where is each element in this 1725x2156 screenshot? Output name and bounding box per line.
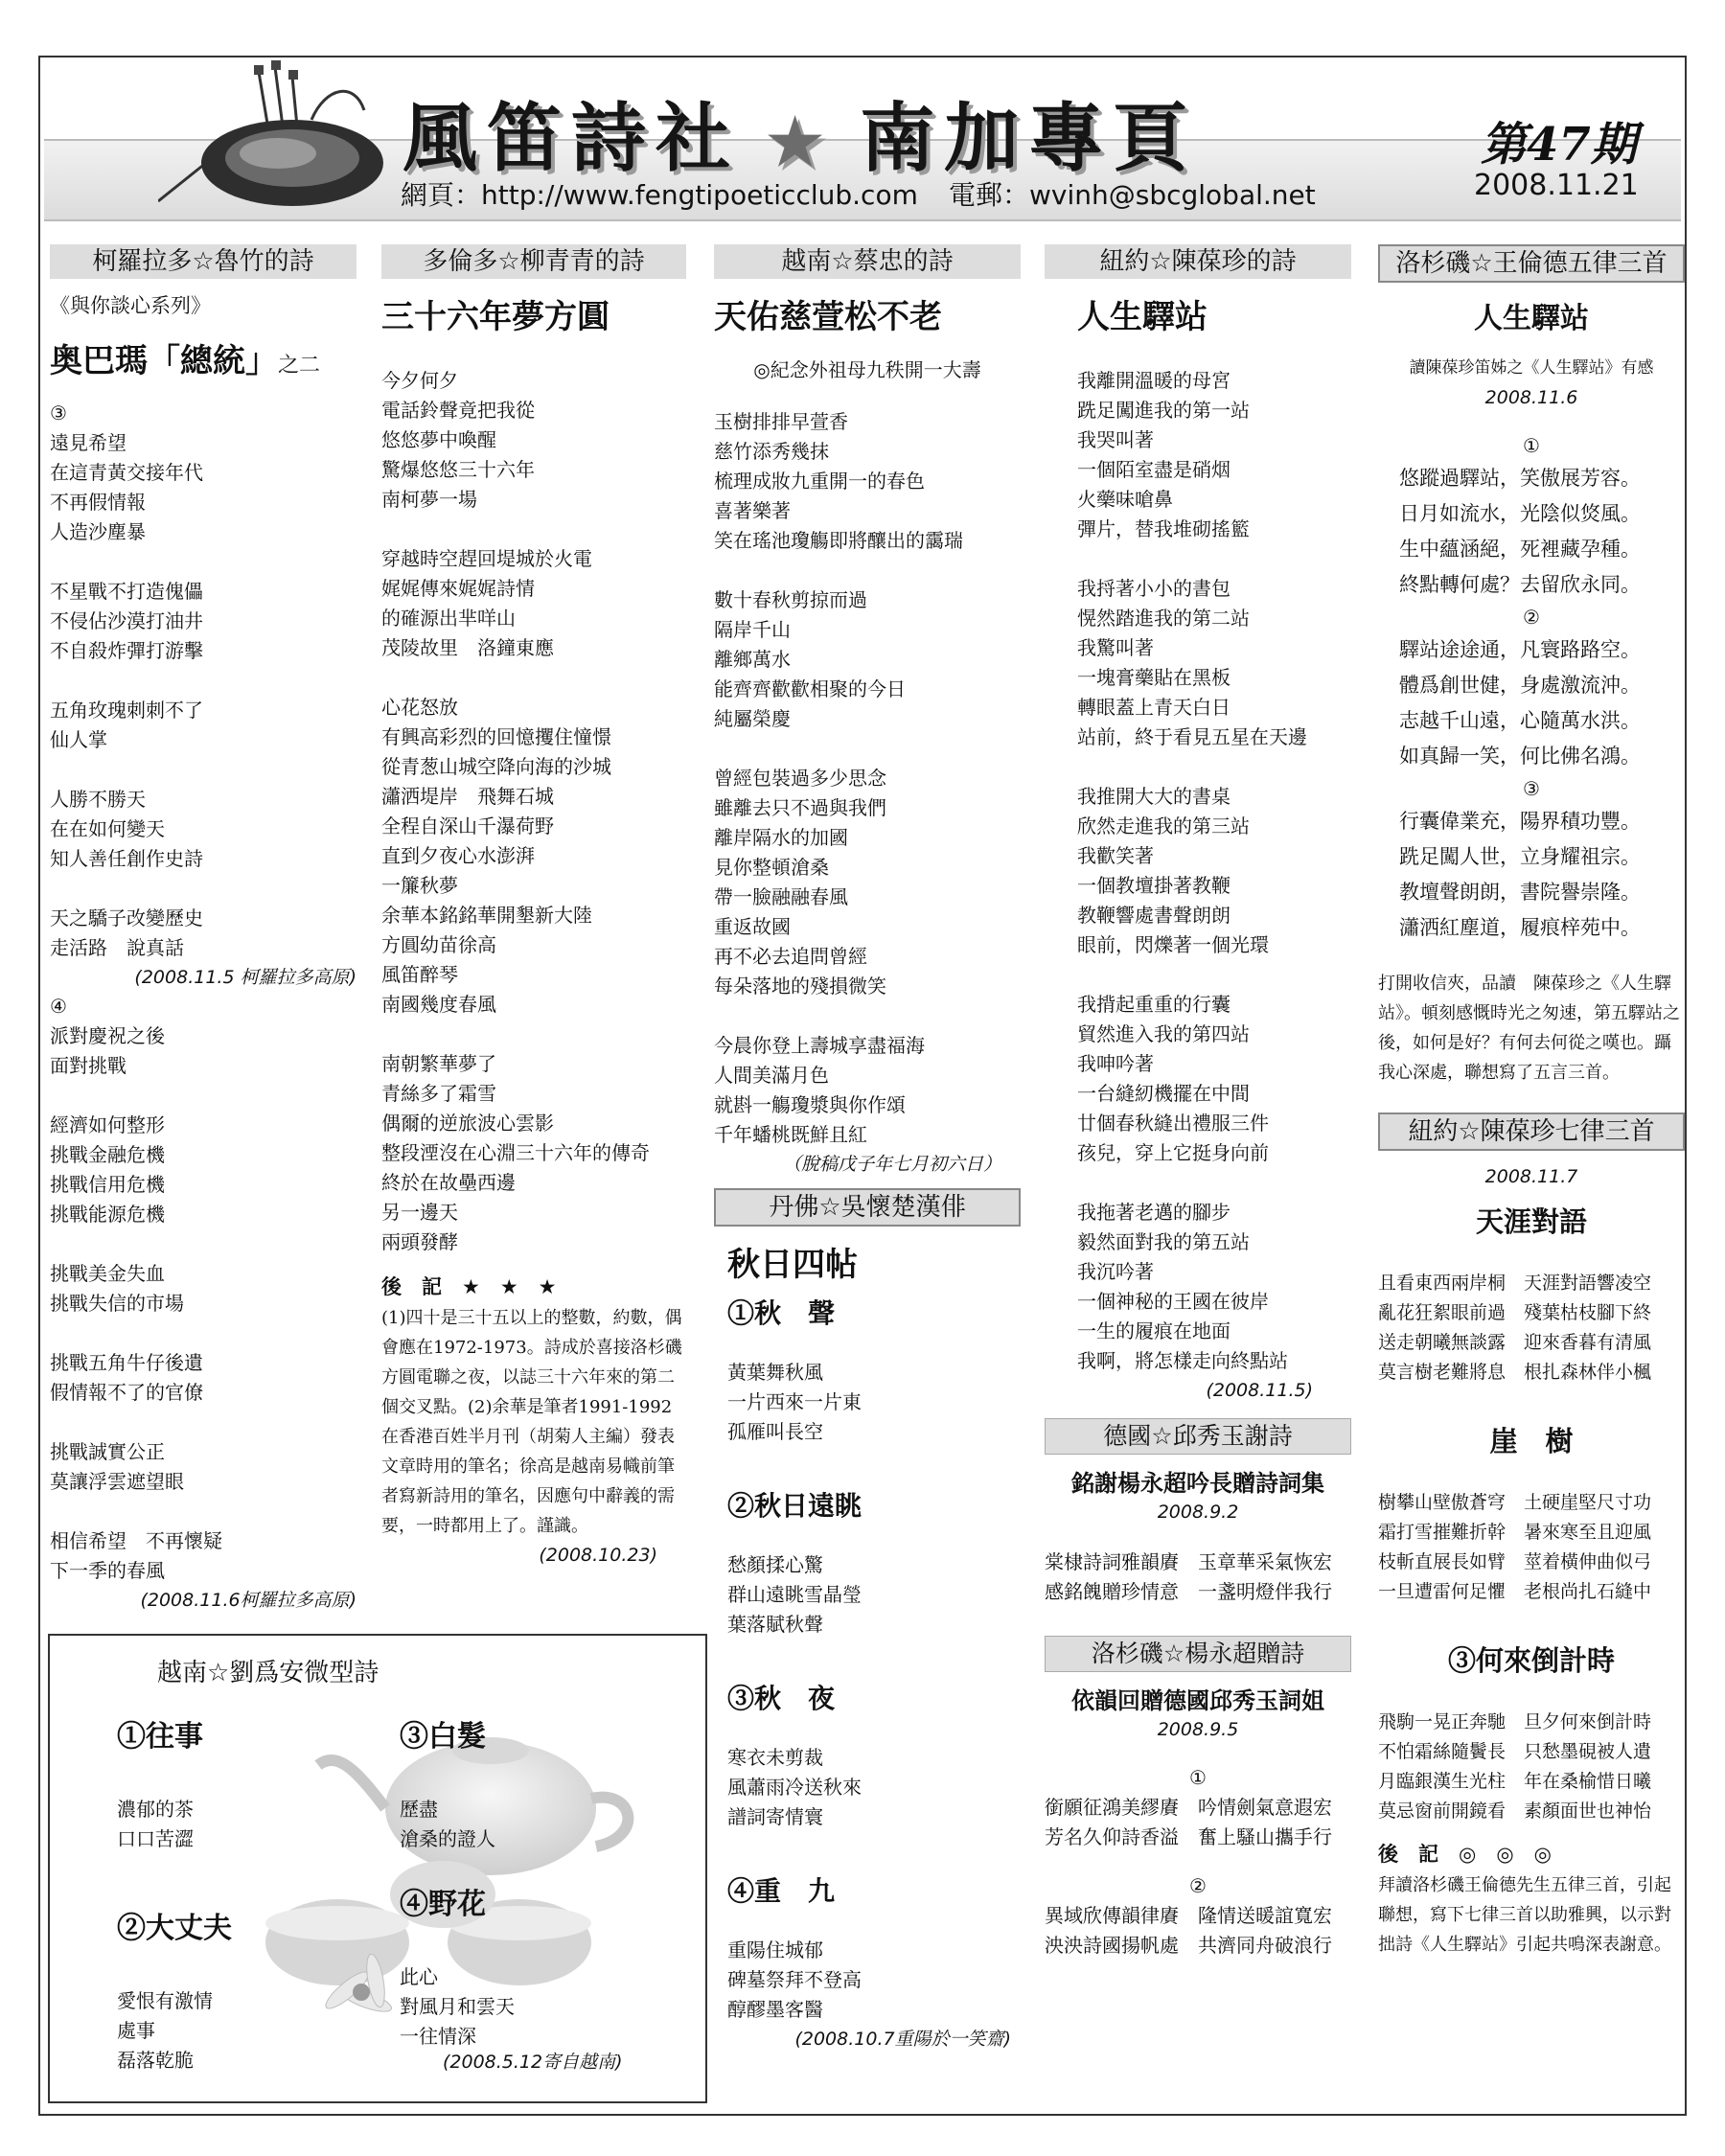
poem-lines-2	[1378, 632, 1685, 774]
micro-poem	[117, 1712, 203, 1854]
poem-line: 離岸隔水的加國	[714, 826, 848, 849]
poem-line: 相信希望 不再懷疑	[50, 1529, 222, 1552]
poem-line: 不星戰不打造傀儡	[50, 580, 203, 603]
haiku-title: ②秋日遠眺	[727, 1490, 862, 1522]
poem-line	[714, 1001, 1021, 1031]
poem-subtitle: ◎紀念外祖母九秩開一大壽	[753, 358, 981, 381]
poem-title: 依韻回贈德國邱秀玉詞姐	[1071, 1686, 1324, 1714]
poem-line: 我離開溫暖的母宮	[1077, 369, 1230, 392]
poem-line: 假情報不了的官僚	[50, 1381, 203, 1404]
poem-line	[50, 666, 356, 696]
poem-title-text: 奥巴瑪「總統」	[50, 342, 278, 380]
poem-line: 玉樹排排早萱香	[714, 410, 848, 433]
poem-line: 濃郁的茶	[117, 1798, 194, 1821]
poem-line: 我歡笑著	[1077, 844, 1154, 867]
poem-line	[714, 734, 1021, 764]
poem-line: 一個神秘的王國在彼岸	[1077, 1290, 1269, 1313]
poem-line: 莫讓浮雲遮望眼	[50, 1470, 184, 1493]
poem-line: 我捋著小小的書包	[1077, 577, 1230, 600]
column-header: 多倫多☆柳青青的詩	[381, 244, 686, 279]
poem-line: 體爲創世健，身處激流沖。	[1399, 674, 1641, 697]
poem-line	[50, 1319, 356, 1348]
star-icon: ★ ★ ★	[462, 1275, 557, 1298]
poem-date: （脫稿戊子年七月初六日）	[782, 1154, 1001, 1175]
poem-line: 彈片，替我堆砌搖籃	[1077, 517, 1250, 540]
poem-line: 終於在故壘西邊	[381, 1171, 516, 1194]
poem-line: 火藥味嗆鼻	[1077, 488, 1173, 511]
poem-date-2: (2008.11.6柯羅拉多高原)	[140, 1590, 356, 1611]
poem-line: 莫忌窗前開鏡看 素顏面世也神怡	[1378, 1800, 1652, 1822]
poem-line: 醇醪墨客醫	[727, 1998, 823, 2021]
poem-line: 愰然踏進我的第二站	[1077, 607, 1250, 630]
postscript-text: (1)四十是三十五以上的整數，約數，偶會應在1972-1973。詩成於喜接洛杉磯方圓電聯之夜，以誌三十六年來的第二個交叉點。(2)余華是筆者1991-1992在香港百姓半月刊（胡菊人主編）發表文章時用的筆名；徐高是越南易幟前筆者寫新詩用的筆名，因應句中辭義的需要，一時都用上了。謹識。	[381, 1308, 682, 1536]
postscript-text: 拜讀洛杉磯王倫德先生五律三首，引起聯想，寫下七律三首以助雅興，以示對拙詩《人生驛站》引起共鳴深表謝意。	[1378, 1875, 1671, 1955]
stanza-number: ③	[1523, 777, 1540, 800]
poem-title: ①往事	[117, 1720, 203, 1754]
liu-weian-box	[48, 1634, 707, 2103]
poem-line: 我沉吟著	[1077, 1260, 1154, 1283]
poem-line: 樹攀山壁傲蒼穹 土硬崖堅尺寸功	[1378, 1492, 1652, 1513]
poem-line	[50, 755, 356, 785]
poem-line: 我推開大大的書桌	[1077, 785, 1230, 808]
poem-line: 挑戰誠實公正	[50, 1440, 165, 1463]
poem-line: 枝斬直展長如臂 莖着橫伸曲似弓	[1378, 1551, 1652, 1572]
poem-line	[381, 1020, 686, 1049]
poem-line: 日月如流水，光陰似焂風。	[1399, 502, 1641, 525]
poem-title: 崖 樹	[1489, 1425, 1574, 1457]
poem-line: 行囊偉業充，陽界積功豐。	[1399, 810, 1641, 833]
poem-title: 人生驛站	[1077, 298, 1208, 336]
column-wang-lunde	[1378, 244, 1685, 1960]
poem-line: 驚爆悠悠三十六年	[381, 458, 535, 481]
section-header: 德國☆邱秀玉謝詩	[1045, 1418, 1351, 1455]
page-title	[402, 79, 1197, 186]
poem-line: 電話鈴聲竟把我從	[381, 399, 535, 422]
poem-date: (2008.11.5 柯羅拉多高原)	[134, 967, 356, 988]
micro-poem	[400, 1712, 495, 1854]
poem-line: 悠蹤過驛站，笑傲展芳容。	[1399, 467, 1641, 490]
website-link[interactable]: 網頁：http://www.fengtipoeticclub.com	[401, 179, 918, 211]
poem-line: 眼前，閃爍著一個光環	[1077, 933, 1269, 956]
poem-line: 我揹起重重的行囊	[1077, 993, 1230, 1016]
poem-list	[1378, 1201, 1685, 1826]
poem-line	[381, 515, 686, 544]
poem-line: 欣然走進我的第三站	[1077, 814, 1250, 837]
poem-line: 穿越時空趕回堤城於火電	[381, 547, 592, 570]
stanza-number: ①	[1523, 434, 1540, 457]
poem-line: 跣足闖進我的第一站	[1077, 399, 1250, 422]
poem-line: 我啊，將怎樣走向終點站	[1077, 1349, 1288, 1372]
poem-line: 人造沙塵暴	[50, 520, 146, 543]
poem-lines	[1045, 1793, 1351, 1852]
poem-line: 不自殺炸彈打游擊	[50, 639, 203, 662]
poem-line: 直到夕夜心水澎湃	[381, 844, 535, 867]
poem-line: 下一季的春風	[50, 1559, 165, 1582]
poem-line	[50, 1229, 356, 1259]
poem-line: 廿個春秋縫出禮服三件	[1077, 1112, 1269, 1135]
poem-line: 站前，終于看見五星在天邊	[1077, 725, 1307, 748]
poem-title: ④野花	[400, 1888, 486, 1921]
email-link[interactable]: 電郵：wvinh@sbcglobal.net	[949, 179, 1316, 211]
poem-line	[50, 547, 356, 577]
poem-line: 磊落乾脆	[117, 2049, 194, 2072]
poem-line: 教鞭響處書聲朗朗	[1077, 904, 1230, 927]
poem-lines	[1378, 461, 1685, 603]
poem-line: 今夕何夕	[381, 369, 458, 392]
postscript-marks: ◎ ◎ ◎	[1459, 1843, 1552, 1866]
poem-line: 如真歸一笑，何比佛名鴻。	[1399, 745, 1641, 768]
poem-title: 銘謝楊永超吟長贈詩詞集	[1071, 1469, 1324, 1497]
poem-line: 處事	[117, 2019, 155, 2042]
poem-line: 整段湮沒在心淵三十六年的傳奇	[381, 1141, 650, 1164]
haiku-list	[714, 1293, 1021, 2025]
column-liu-qingqing	[381, 244, 686, 1570]
poem-line: 不再假情報	[50, 491, 146, 514]
poem-line: 笑在瑤池瓊觴即將釀出的靄瑞	[714, 529, 963, 552]
poem-title	[50, 334, 356, 381]
poem-lines	[50, 399, 356, 963]
poem-line: 對風月和雲天	[400, 1995, 515, 2018]
poem-line: 不怕霜絲隨鬢長 只愁墨硯被人遺	[1378, 1741, 1652, 1762]
poem-line: 派對慶祝之後	[50, 1024, 165, 1047]
poem-line: 生中蘊涵絕，死裡藏孕種。	[1399, 538, 1641, 561]
poem-date: 2008.11.6	[1484, 387, 1578, 408]
stanza-gap	[1077, 544, 1351, 574]
title-left: 風笛詩社	[402, 95, 741, 182]
poem-line	[50, 1497, 356, 1526]
column-chen-baozhen	[1045, 244, 1351, 1961]
poem-lines	[1045, 1548, 1351, 1607]
poem-line: 毅然面對我的第五站	[1077, 1230, 1250, 1253]
poem-line: 兩頭發酵	[381, 1230, 458, 1253]
poem-line: 就斟一觴瓊漿與你作頌	[714, 1093, 906, 1116]
poem-line: 一塊膏藥貼在黑板	[1077, 666, 1230, 689]
poem-date: 2008.9.2	[1157, 1502, 1239, 1523]
poem-lines-3	[1378, 804, 1685, 946]
poem-line: 碑墓祭拜不登高	[727, 1968, 862, 1991]
poem-line: 喜著樂著	[714, 499, 791, 522]
poem-line: 一台縫紉機擺在中間	[1077, 1082, 1250, 1105]
poem-line: 余華本銘銘華開墾新大陸	[381, 904, 592, 927]
poem-line: 終點轉何處？去留欣永同。	[1399, 573, 1641, 596]
haiku-title: ①秋 聲	[727, 1297, 836, 1329]
poem-line: 南柯夢一場	[381, 488, 477, 511]
haiku-title: ③秋 夜	[727, 1683, 836, 1714]
poem-line: 我拖著老邁的腳步	[1077, 1201, 1230, 1224]
bagpipe-icon	[158, 57, 398, 220]
poem-line: 的確源出芈咩山	[381, 607, 516, 630]
poem-line: 譜詞寄情寰	[727, 1805, 823, 1828]
poem-title: 天佑慈萱松不老	[714, 298, 942, 336]
column-header: 紐約☆陳葆珍七律三首	[1378, 1112, 1685, 1151]
poem-line: 寒衣未剪裁	[727, 1746, 823, 1769]
poem-line: 每朵落地的殘損微笑	[714, 975, 886, 998]
poem-lines-2	[1045, 1901, 1351, 1961]
poem-line: 孤雁叫長空	[727, 1420, 823, 1443]
issue-number: 第47期	[1481, 118, 1637, 172]
stanza-number: ②	[1189, 1874, 1207, 1897]
poem-lines-2	[50, 992, 356, 1586]
poem-line: 隔岸千山	[714, 618, 791, 641]
poem-line: 在在如何變天	[50, 817, 165, 840]
poem-line: 教壇聲朗朗，書院譽崇隆。	[1399, 881, 1641, 904]
poem-line: 轉眼蓋上青天白日	[1077, 696, 1230, 719]
poem-line: 心花怒放	[381, 696, 458, 719]
poem-line: 一往情深	[400, 2025, 476, 2048]
stanza-gap	[1077, 960, 1351, 990]
poem-line: 此心	[400, 1965, 438, 1988]
poem-line: 孩兒，穿上它挺身向前	[1077, 1141, 1269, 1164]
poem-line: 人勝不勝天	[50, 788, 146, 811]
poem-line: 志越千山遠，心隨萬水洪。	[1399, 709, 1641, 732]
poem-line: 面對挑戰	[50, 1054, 126, 1077]
poem-line: 青絲多了霜雪	[381, 1082, 496, 1105]
column-header: 越南☆蔡忠的詩	[714, 244, 1021, 279]
poem-date: (2008.5.12寄自越南)	[443, 2052, 623, 2073]
poem-line: 雖離去只不過與我們	[714, 796, 886, 819]
poem-line: 驛站途途通，凡寰路路空。	[1399, 638, 1641, 661]
column-lu-zhu	[50, 244, 356, 1615]
postscript-label	[1378, 1838, 1685, 1870]
poem-line: 莫言樹老難將息 根扎森林伴小楓	[1378, 1362, 1652, 1383]
poem-line: 挑戰失信的市場	[50, 1292, 184, 1315]
stanza-gap	[1077, 1168, 1351, 1198]
poem-line: 貿然進入我的第四站	[1077, 1022, 1250, 1045]
poem-line: 葉落賦秋聲	[727, 1613, 823, 1636]
poem-lines	[381, 366, 686, 1257]
haiku-title: ④重 九	[727, 1875, 836, 1907]
poem-line: 一片西來一片東	[727, 1390, 862, 1413]
poem-title-suffix: 之二	[278, 354, 321, 378]
micro-poem	[117, 1904, 232, 2076]
poem-line: 愛恨有激情	[117, 1989, 213, 2012]
column-header: 紐約☆陳葆珍的詩	[1045, 244, 1351, 279]
poem-title: 秋日四帖	[727, 1246, 858, 1284]
poem-date: 2008.11.7	[1484, 1166, 1578, 1187]
poem-line	[50, 874, 356, 904]
poem-line: 帶一臉融融春風	[714, 885, 848, 908]
poem-line: 亂花狂絮眼前過 殘葉枯枝腳下終	[1378, 1302, 1652, 1323]
poem-line: 南國幾度春風	[381, 993, 496, 1016]
poem-line: 南朝繁華夢了	[381, 1052, 496, 1075]
poem-date: (2008.10.7重陽於一笑齋)	[794, 2029, 1011, 2050]
issue-date: 2008.11.21	[1474, 169, 1639, 202]
column-cai-zhong	[714, 244, 1021, 2053]
poem-line: 挑戰金融危機	[50, 1143, 165, 1166]
poem-line: 我哭叫著	[1077, 428, 1154, 451]
poem-line: 一個陌室盡是硝烟	[1077, 458, 1230, 481]
poem-line	[50, 1408, 356, 1437]
poem-line: 慈竹添秀幾抹	[714, 440, 829, 463]
poem-line: 口口苦澀	[117, 1827, 194, 1850]
poem-line: 且看東西兩岸桐 天涯對語響凌空	[1378, 1273, 1652, 1294]
postscript-label-text: 後 記	[381, 1275, 442, 1298]
poem-line: 挑戰能源危機	[50, 1203, 165, 1226]
poem-note: 打開收信夾，品讀 陳葆珍之《人生驛站》。頓刻感慨時光之匆速，第五驛站之後，如何是好？有何去何從之嘆也。躡我心深處，聯想寫了五言三首。	[1378, 974, 1680, 1083]
poem-line: 異域欣傳韻律賡 隆情送暖誼寬宏	[1045, 1904, 1332, 1927]
poem-line: 知人善任創作史詩	[50, 847, 203, 870]
title-right: 南加專頁	[860, 95, 1198, 182]
poem-line: 滄桑的證人	[400, 1827, 495, 1850]
poem-date: (2008.11.5)	[1206, 1380, 1313, 1401]
poem-line: 愁顏揉心驚	[727, 1553, 823, 1576]
section-header: 洛杉磯☆楊永超贈詩	[1045, 1636, 1351, 1672]
series-name: 《與你談心系列》	[50, 294, 211, 317]
poem-line	[714, 556, 1021, 585]
poem-line: 一個教壇掛著教鞭	[1077, 874, 1230, 897]
poem-date: 2008.9.5	[1157, 1719, 1239, 1740]
poem-line: 挑戰五角牛仔後遺	[50, 1351, 203, 1374]
poem-line: 曾經包裝過多少思念	[714, 767, 886, 790]
poem-title: ③白髮	[400, 1720, 486, 1754]
poem-line: 跣足闖人世，立身耀祖宗。	[1399, 845, 1641, 868]
poem-line: 偶爾的逆旅波心雲影	[381, 1112, 554, 1135]
poem-line: 瀟洒堤岸 飛舞石城	[381, 785, 554, 808]
poem-line: 經濟如何整形	[50, 1113, 165, 1136]
poem-line: 芳名久仰詩香溢 奮上騷山攜手行	[1045, 1825, 1332, 1848]
poem-line: 一生的履痕在地面	[1077, 1319, 1230, 1342]
poem-line: 有興高彩烈的回憶攫住憧憬	[381, 725, 611, 748]
poem-line: 一簾秋夢	[381, 874, 458, 897]
poem-line: 千年蟠桃既鮮且紅	[714, 1123, 867, 1146]
poem-line: 天之驕子改變歷史	[50, 906, 203, 929]
poem-line: 瀟洒紅塵道，履痕梓苑中。	[1399, 916, 1641, 939]
poem-line	[381, 663, 686, 693]
poem-line	[50, 1081, 356, 1111]
poem-line: 送走朝曦無談露 迎來香暮有清風	[1378, 1332, 1652, 1353]
poem-line: 娓娓傳來娓娓詩情	[381, 577, 535, 600]
postscript-label-text: 後 記	[1378, 1843, 1438, 1866]
star-icon: ★	[767, 104, 834, 179]
poem-line: 從青葱山城空降向海的沙城	[381, 755, 611, 778]
poem-line: 泱泱詩國揚帆處 共濟同舟破浪行	[1045, 1934, 1332, 1957]
column-header: 洛杉磯☆王倫德五律三首	[1378, 244, 1685, 283]
poem-stanzas	[1045, 366, 1351, 1376]
poem-line: 飛駒一晃正奔馳 旦夕何來倒計時	[1378, 1711, 1652, 1732]
postscript-label	[381, 1271, 686, 1303]
stanza-gap	[1077, 752, 1351, 782]
poem-line: 銜願征鴻美繆賡 吟情劍氣意遐宏	[1045, 1796, 1332, 1819]
column-header: 柯羅拉多☆魯竹的詩	[50, 244, 356, 279]
poem-line: 悠悠夢中喚醒	[381, 428, 496, 451]
poem-line: 黃葉舞秋風	[727, 1361, 823, 1384]
poem-line: 月臨銀漢生光柱 年在桑榆惜日曦	[1378, 1771, 1652, 1792]
poem-line: 群山遠眺雪晶瑩	[727, 1583, 862, 1606]
poem-line: 我驚叫著	[1077, 636, 1154, 659]
poem-line: 棠棣詩詞雅韻賡 玉章華采氣恢宏	[1045, 1550, 1332, 1573]
micro-poem	[400, 1880, 515, 2052]
poem-line: ④	[50, 995, 67, 1018]
column-header: 丹佛☆吳懷楚漢俳	[714, 1188, 1021, 1227]
poem-date: (2008.10.23)	[539, 1545, 657, 1566]
poem-line: 離鄉萬水	[714, 648, 791, 671]
poem-line: 一旦遭雷何足懼 老根尚扎石縫中	[1378, 1581, 1652, 1602]
poem-line: 挑戰美金失血	[50, 1262, 165, 1285]
poem-line: 風蕭雨冷送秋來	[727, 1776, 862, 1799]
poem-line: 霜打雪摧難折幹 暑來寒至且迎風	[1378, 1522, 1652, 1543]
poem-title: 天涯對語	[1475, 1205, 1587, 1238]
poem-title: ②大丈夫	[117, 1912, 232, 1945]
stanza-number: ①	[1189, 1766, 1207, 1789]
poem-line: 再不必去追問曾經	[714, 945, 867, 968]
poem-line: 仙人掌	[50, 728, 107, 751]
poem-line: 梳理成妝九重開一的春色	[714, 470, 925, 493]
poem-line: 風笛醉琴	[381, 963, 458, 986]
poem-line: 今晨你登上壽城享盡福海	[714, 1034, 925, 1057]
box-header: 越南☆劉爲安微型詩	[157, 1659, 380, 1687]
poem-line: 挑戰信用危機	[50, 1173, 165, 1196]
poem-line: 另一邊天	[381, 1201, 458, 1224]
stanza-number: ②	[1523, 606, 1540, 629]
poem-line: 歷盡	[400, 1798, 438, 1821]
poem-line: ③	[50, 401, 67, 424]
poem-line: 能齊齊歡歡相聚的今日	[714, 677, 906, 700]
poem-line: 重陽住城郁	[727, 1938, 823, 1961]
poem-title: 人生驛站	[1474, 302, 1589, 335]
poem-line: 我呻吟著	[1077, 1052, 1154, 1075]
poem-line: 在這青黃交接年代	[50, 461, 203, 484]
poem-line: 五角玫瑰刺刺不了	[50, 699, 203, 722]
poem-title: 三十六年夢方圓	[381, 298, 610, 336]
poem-line: 遠見希望	[50, 431, 126, 454]
poem-subtitle: 讀陳葆珍笛姊之《人生驛站》有感	[1409, 358, 1654, 378]
poem-line: 重返故國	[714, 915, 791, 938]
poem-title: ③何來倒計時	[1447, 1644, 1615, 1677]
poem-line: 不侵佔沙漠打油井	[50, 609, 203, 632]
poem-line: 見你整頓滄桑	[714, 856, 829, 879]
poem-line: 方圓幼苗徐高	[381, 933, 496, 956]
poem-line: 人間美滿月色	[714, 1064, 829, 1087]
poem-line: 全程自深山千瀑荷野	[381, 814, 554, 837]
poem-lines	[714, 407, 1021, 1150]
poem-line: 茂陵故里 洛鐘東應	[381, 636, 554, 659]
poem-line: 數十春秋剪掠而過	[714, 588, 867, 611]
poem-line: 走活路 說真話	[50, 936, 184, 959]
poem-line: 感銘餽贈珍情意 一盞明燈伴我行	[1045, 1580, 1332, 1603]
poem-line: 純屬榮慶	[714, 707, 791, 730]
